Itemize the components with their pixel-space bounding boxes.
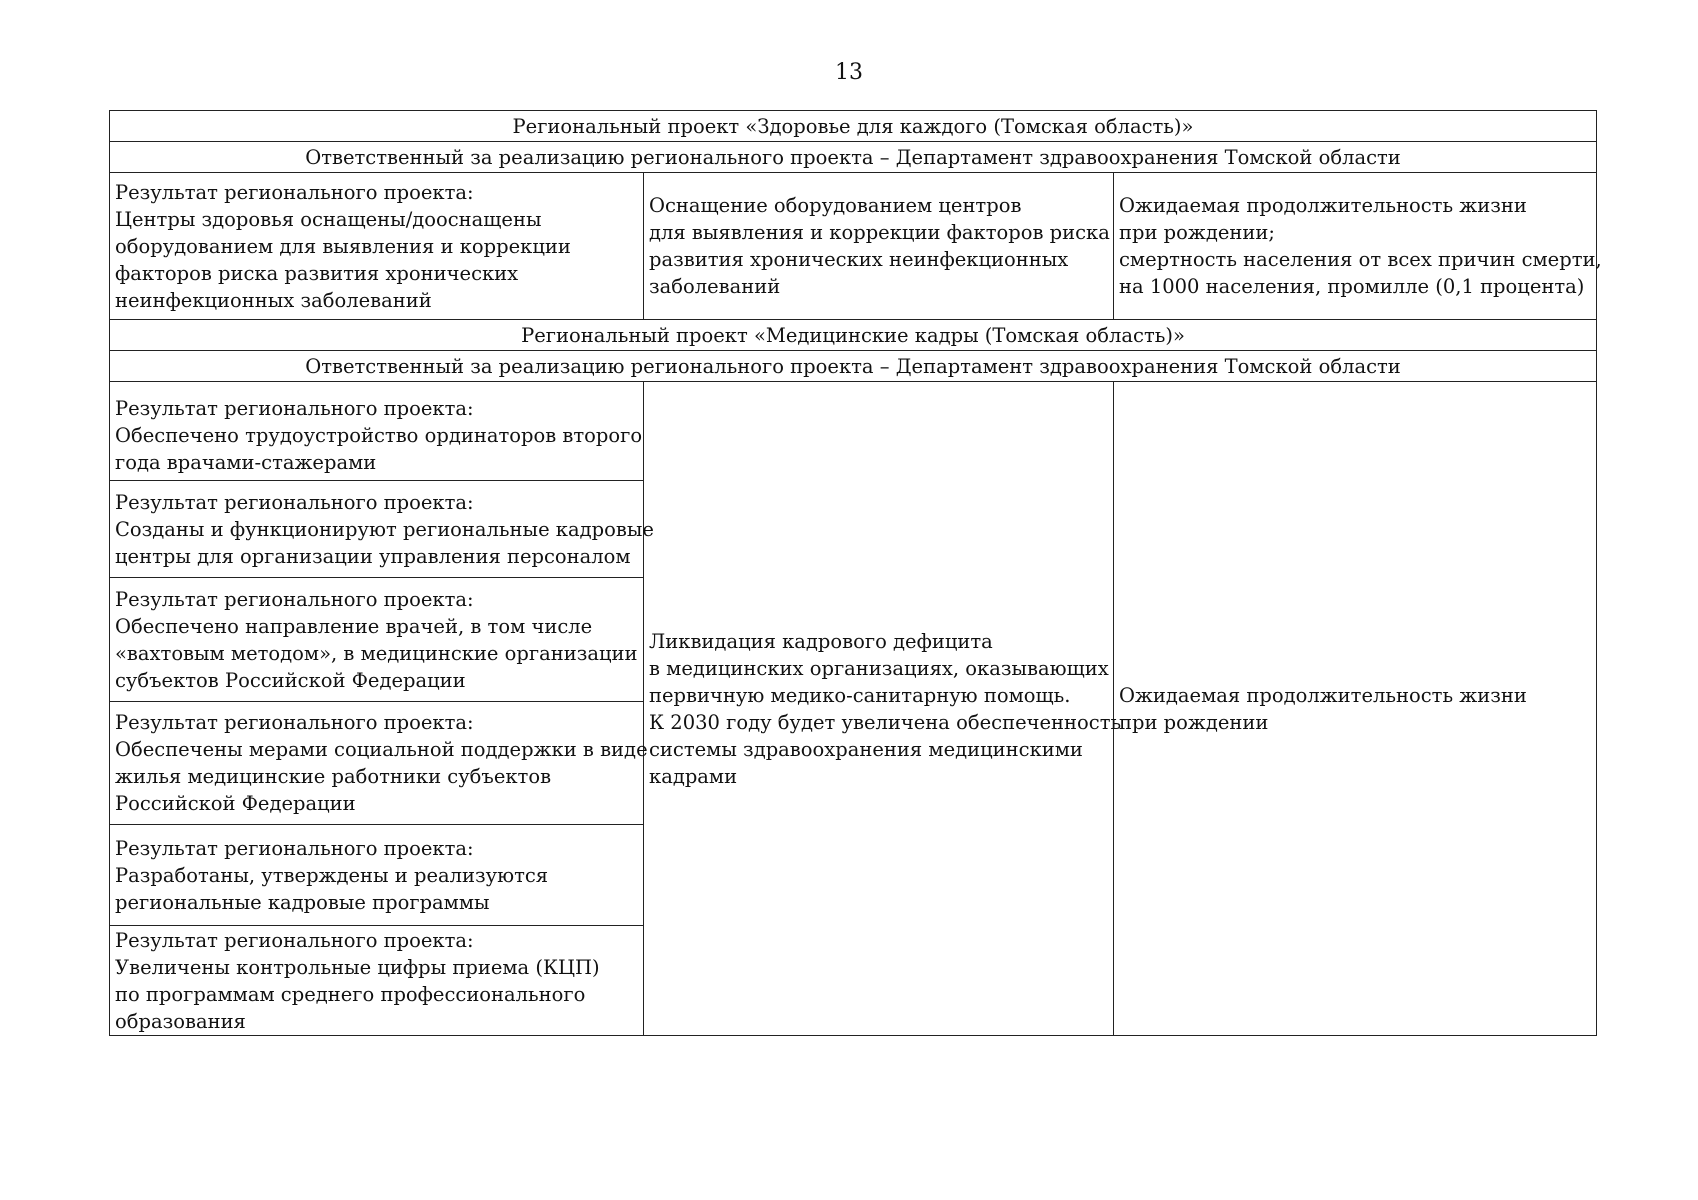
project-result-cell: [110, 926, 644, 1036]
result-line: по программам среднего профессионального: [115, 982, 586, 1006]
result-line: жилья медицинские работники субъектов: [115, 765, 552, 788]
task-line: в медицинских организациях, оказывающих: [649, 656, 1109, 680]
task-line: К 2030 году будет увеличена обеспеченность: [649, 710, 1122, 734]
result-line: «вахтовым методом», в медицинские организации: [115, 641, 638, 665]
task-line: системы здравоохранения медицинскими: [649, 737, 1083, 761]
project-result-cell: [110, 578, 644, 702]
task-cell: [644, 173, 1114, 320]
project-result-cell: [110, 702, 648, 825]
result-line: Увеличены контрольные цифры приема (КЦП): [115, 955, 600, 979]
responsible-row: [110, 351, 1597, 382]
indicator-line: при рождении: [1119, 710, 1269, 734]
task-line: Ликвидация кадрового дефицита: [649, 629, 993, 653]
table-row: [110, 173, 1597, 320]
result-line: Результат регионального проекта:: [115, 490, 474, 514]
result-line: Обеспечено трудоустройство ординаторов второго: [115, 423, 643, 447]
page-number: 13: [835, 60, 863, 85]
responsible-text: Ответственный за реализацию регионального проекта – Департамент здравоохранения Томской области: [110, 351, 1597, 382]
result-line: Результат регионального проекта:: [115, 180, 474, 204]
project-result-cell: [110, 825, 644, 926]
result-line: региональные кадровые программы: [115, 890, 490, 914]
result-line: неинфекционных заболеваний: [115, 288, 432, 312]
indicator-cell: [1114, 173, 1602, 320]
result-line: центры для организации управления персоналом: [115, 544, 631, 568]
project-title: Региональный проект «Здоровье для каждого (Томская область)»: [110, 111, 1597, 142]
result-line: Результат регионального проекта:: [115, 836, 474, 860]
task-line: Оснащение оборудованием центров: [649, 194, 1022, 217]
result-line: Российской Федерации: [115, 792, 356, 815]
task-line: первичную медико-санитарную помощь.: [649, 683, 1071, 707]
result-line: факторов риска развития хронических: [115, 261, 519, 285]
project-result-cell: [110, 173, 644, 320]
result-line: Центры здоровья оснащены/дооснащены: [115, 207, 542, 231]
table-row: [110, 382, 1597, 481]
project-result-cell: [110, 481, 654, 578]
task-line: кадрами: [649, 764, 738, 788]
result-line: Разработаны, утверждены и реализуются: [115, 863, 549, 887]
project-title-row: [110, 320, 1597, 351]
result-line: оборудованием для выявления и коррекции: [115, 234, 571, 258]
result-line: Результат регионального проекта:: [115, 396, 474, 420]
result-line: Результат регионального проекта:: [115, 711, 474, 734]
project-title-row: [110, 111, 1597, 142]
responsible-row: [110, 142, 1597, 173]
indicator-line: Ожидаемая продолжительность жизни: [1119, 683, 1527, 707]
task-line: развития хронических неинфекционных: [649, 248, 1069, 271]
result-line: Результат регионального проекта:: [115, 928, 474, 952]
result-line: Обеспечены мерами социальной поддержки в виде: [115, 738, 648, 761]
result-line: Обеспечено направление врачей, в том числе: [115, 614, 593, 638]
indicator-line: Ожидаемая продолжительность жизни: [1119, 194, 1527, 217]
projects-table: [109, 110, 1602, 1036]
task-line: заболеваний: [649, 275, 781, 298]
indicator-line: смертность населения от всех причин смерти,: [1119, 248, 1602, 271]
indicator-cell: [1114, 382, 1597, 1036]
result-line: субъектов Российской Федерации: [115, 668, 466, 692]
indicator-line: на 1000 населения, промилле (0,1 процента): [1119, 275, 1585, 298]
result-line: образования: [115, 1009, 246, 1033]
result-line: Созданы и функционируют региональные кадровые: [115, 517, 654, 541]
responsible-text: Ответственный за реализацию регионального проекта – Департамент здравоохранения Томской области: [110, 142, 1597, 173]
indicator-line: при рождении;: [1119, 221, 1275, 244]
project-result-cell: [110, 382, 644, 481]
result-line: Результат регионального проекта:: [115, 587, 474, 611]
project-title: Региональный проект «Медицинские кадры (Томская область)»: [110, 320, 1597, 351]
task-line: для выявления и коррекции факторов риска: [649, 221, 1110, 244]
result-line: года врачами-стажерами: [115, 450, 377, 474]
task-cell: [644, 382, 1122, 1036]
